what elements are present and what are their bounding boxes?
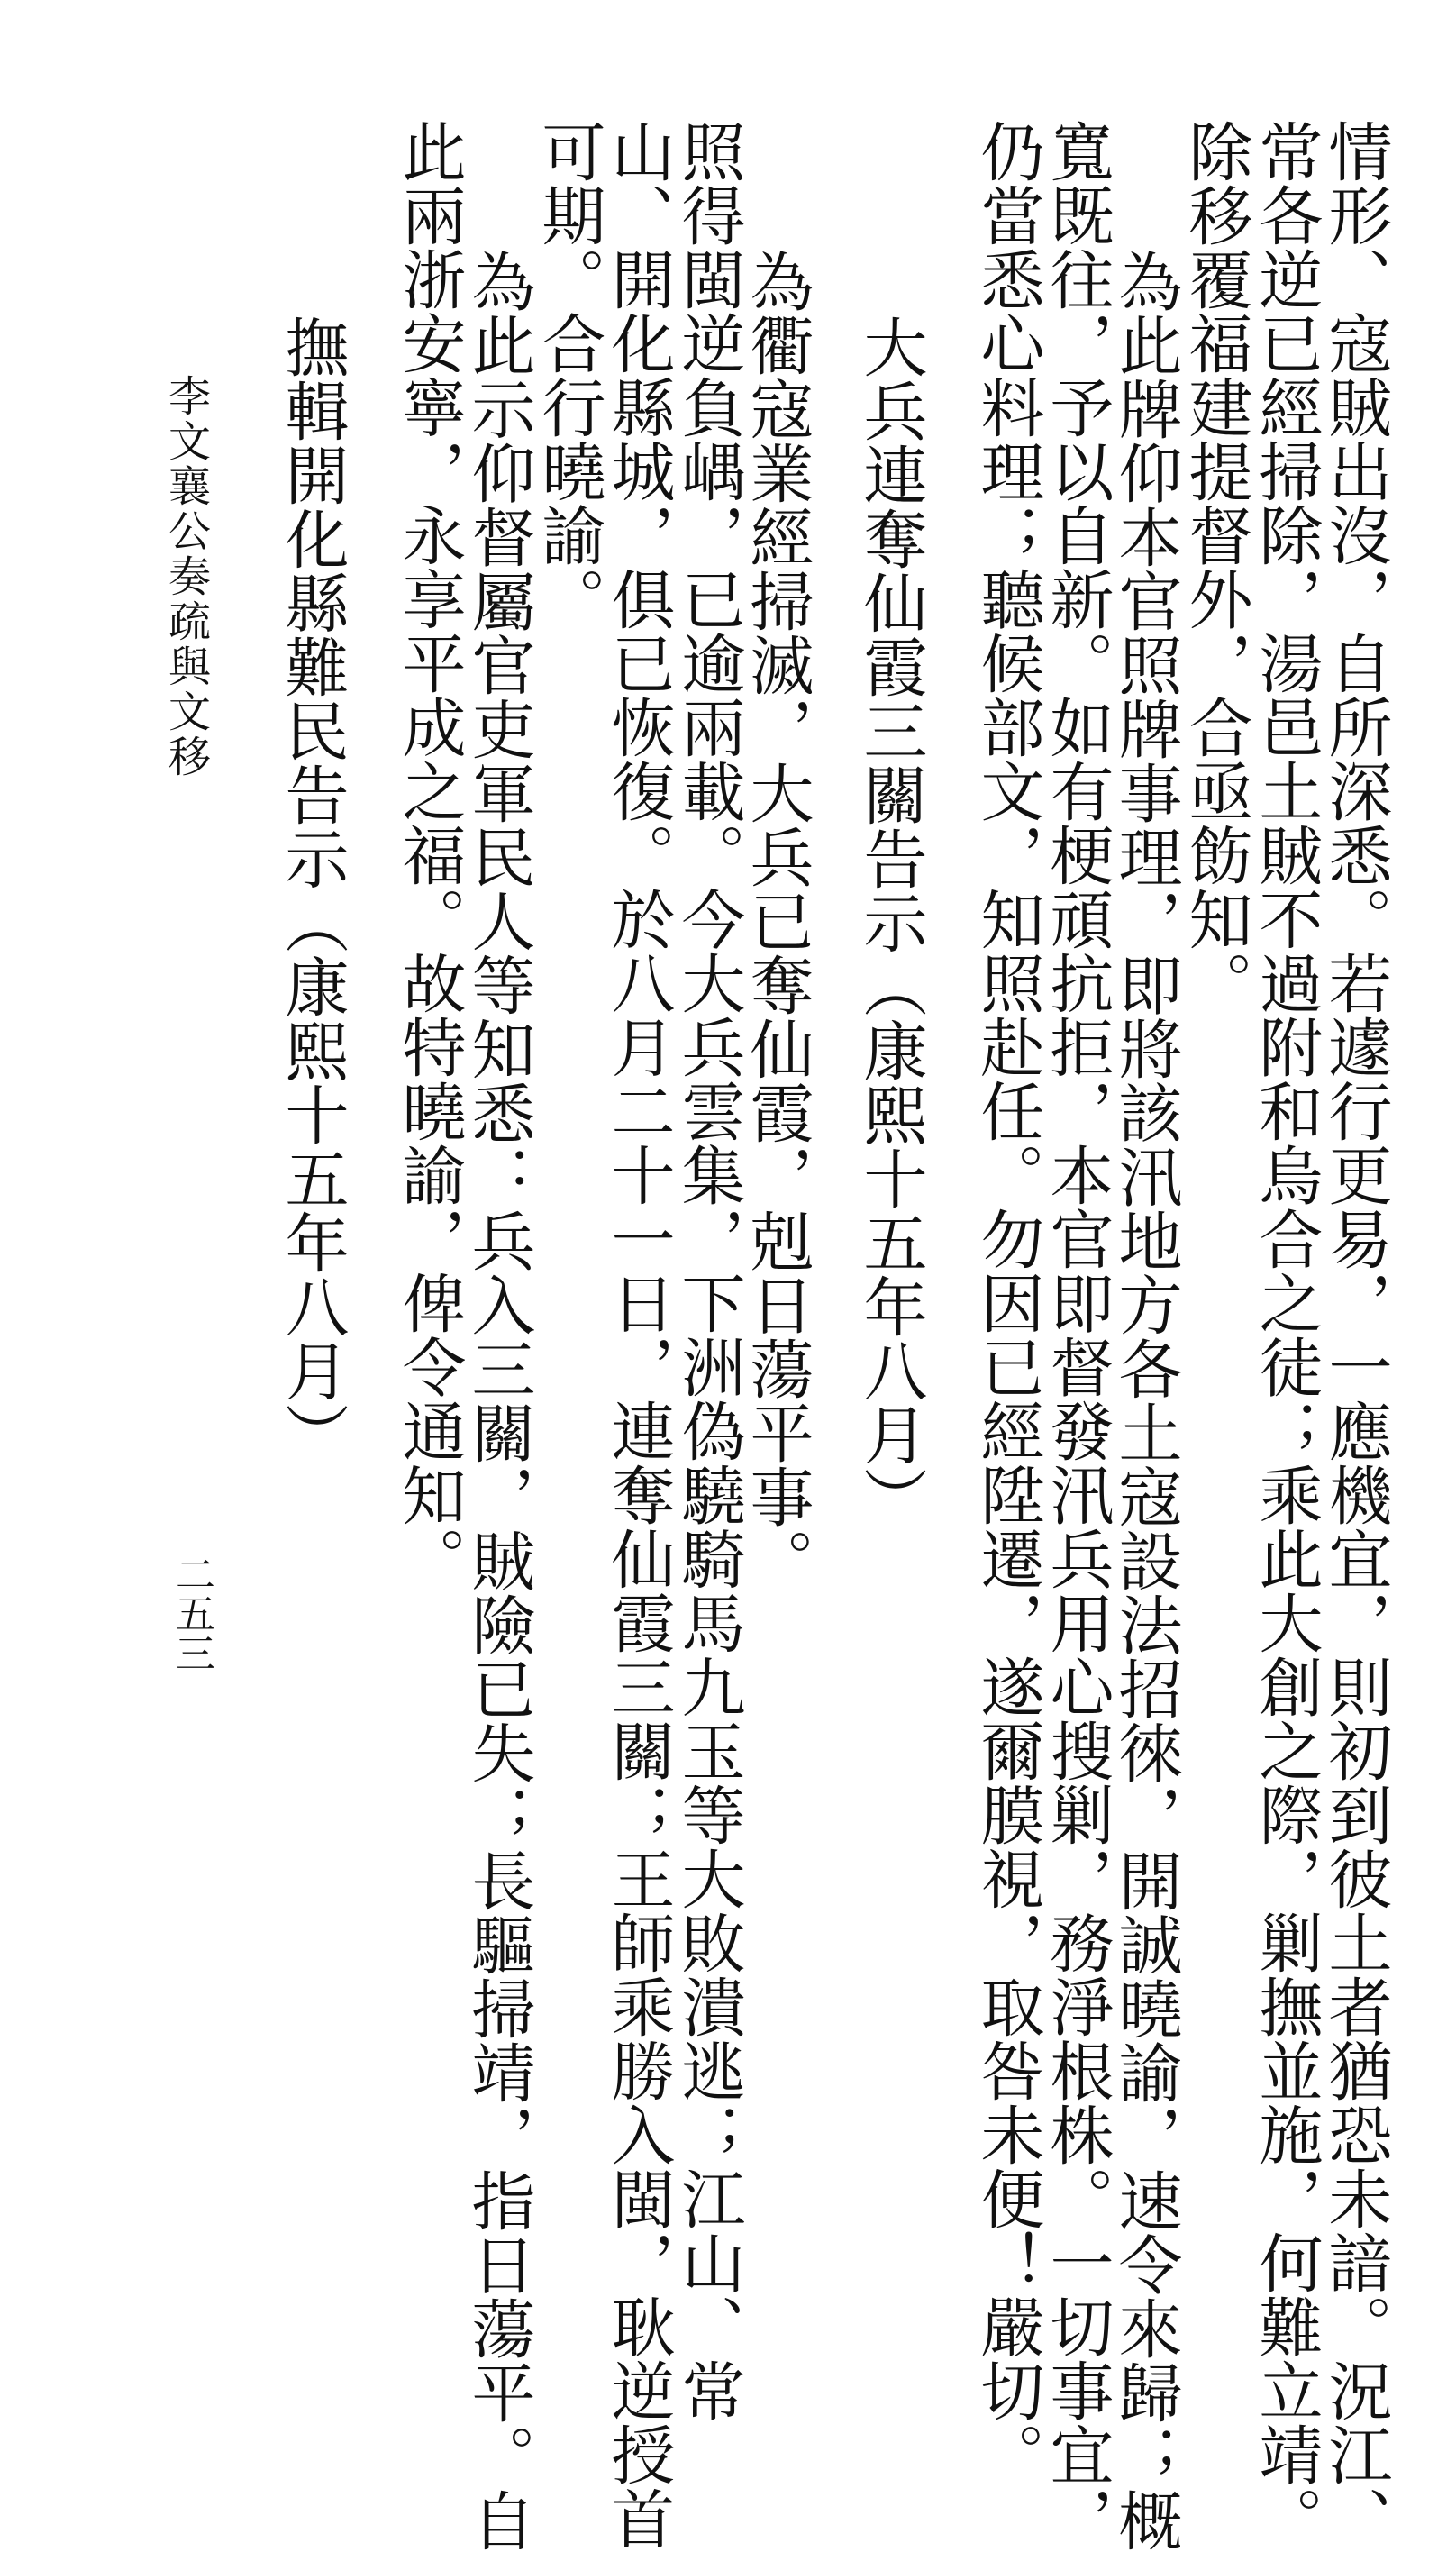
text-column-12: 此兩浙安寧，永享平成之福。故特曉諭，俾令通知。 xyxy=(392,119,467,1590)
text-column-1: 情形、寇賊出沒，自所深悉。若遽行更易，一應機宜，則初到彼土者猶恐未諳。況江、 xyxy=(1318,119,1393,2550)
text-column-6: 仍當悉心料理；聽候部文，知照赴任。勿因已經陞遷，遂爾膜視，取咎未便！嚴切。 xyxy=(970,119,1045,2486)
running-title: 李文襄公奏疏與文移 xyxy=(161,374,211,779)
text-column-7: 為衢寇業經掃滅，大兵已奪仙霞，剋日蕩平事。 xyxy=(740,249,814,1592)
page-number: 二五三 xyxy=(168,1554,214,1672)
text-column-8: 照得閩逆負嵎，已逾兩載。今大兵雲集，下洲偽驍騎馬九玉等大敗潰逃；江山、常 xyxy=(671,119,746,2422)
text-column-3: 除移覆福建提督外，合亟飭知。 xyxy=(1178,119,1253,1015)
text-column-2: 常各逆已經掃除，湯邑土賊不過附和烏合之徒；乘此大創之際，剿撫並施，何難立靖。 xyxy=(1249,119,1324,2550)
text-column-5: 寬既往，予以自新。如有梗頑抗拒，本官即督發汛兵用心搜剿，務淨根株。一切事宜， xyxy=(1040,119,1115,2550)
text-column-11: 為此示仰督屬官吏軍民人等知悉：兵入三關，賊險已失；長驅掃靖，指日蕩平。自 xyxy=(461,249,536,2552)
section-heading-2: 撫輯開化縣難民告示（康熙十五年八月） xyxy=(275,314,350,1466)
text-column-9: 山、開化縣城，俱已恢復。於八月二十一日，連奪仙霞三關；王師乘勝入閩，耿逆授首 xyxy=(601,119,676,2550)
text-column-4: 為此牌仰本官照牌事理，即將該汛地方各土寇設法招徠，開誠曉諭，速令來歸；概 xyxy=(1108,249,1183,2552)
section-heading-1: 大兵連奪仙霞三關告示（康熙十五年八月） xyxy=(853,314,928,1530)
text-column-10: 可期。合行曉諭。 xyxy=(532,119,606,631)
